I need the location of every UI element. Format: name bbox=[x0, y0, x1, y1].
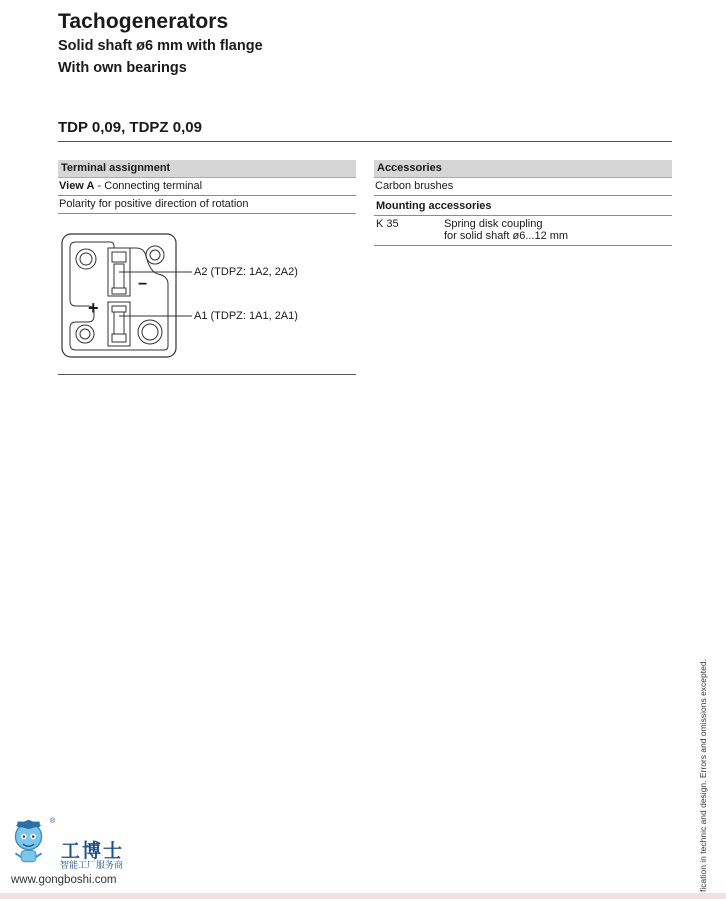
polarity-row: Polarity for positive direction of rotation bbox=[58, 196, 356, 214]
plus-sign: + bbox=[88, 298, 99, 318]
terminal-drawing bbox=[58, 226, 356, 376]
accessory-code: K 35 bbox=[376, 218, 399, 230]
carbon-brushes-row: Carbon brushes bbox=[374, 178, 672, 196]
view-a-text: - Connecting terminal bbox=[94, 180, 203, 192]
page-subtitle-shaft: Solid shaft ø6 mm with flange bbox=[58, 38, 263, 54]
logo-name: 工博士 bbox=[61, 840, 125, 862]
view-a-label: View A bbox=[59, 180, 95, 192]
minus-sign: − bbox=[138, 276, 148, 293]
mounting-accessories-header: Mounting accessories bbox=[374, 198, 672, 216]
view-a-row bbox=[58, 178, 356, 196]
page-title: Tachogenerators bbox=[58, 10, 229, 33]
accessories-header: Accessories bbox=[374, 160, 672, 178]
terminal-a1-label: A1 (TDPZ: 1A1, 2A1) bbox=[194, 310, 298, 322]
logo-tagline: 智能工厂服务商 bbox=[60, 860, 124, 870]
accessory-description bbox=[444, 218, 568, 242]
terminal-assignment-header: Terminal assignment bbox=[58, 160, 356, 178]
model-title: TDP 0,09, TDPZ 0,09 bbox=[58, 119, 202, 136]
terminal-assignment-section bbox=[58, 160, 356, 214]
logo-url: www.gongboshi.com bbox=[11, 874, 117, 886]
accessories-section bbox=[374, 160, 672, 246]
terminal-diagram bbox=[58, 226, 356, 376]
bottom-bar bbox=[0, 893, 726, 899]
logo-registered-mark: ® bbox=[50, 818, 56, 825]
accessory-desc-line2: for solid shaft ø6...12 mm bbox=[444, 230, 569, 242]
side-note: fication in technic and design. Errors and omissions excepted. bbox=[698, 659, 708, 892]
accessory-desc-line1: Spring disk coupling bbox=[444, 218, 543, 230]
model-divider bbox=[58, 141, 672, 142]
terminal-a2-label: A2 (TDPZ: 1A2, 2A2) bbox=[194, 266, 298, 278]
accessory-row bbox=[374, 216, 672, 246]
mount-hole-bottom-left bbox=[76, 325, 94, 343]
terminal-a1 bbox=[108, 302, 130, 346]
page-subtitle-bearings: With own bearings bbox=[58, 60, 187, 76]
terminal-section-divider bbox=[58, 374, 356, 375]
mount-hole-top-right bbox=[146, 246, 164, 264]
mount-hole-top-left bbox=[76, 249, 96, 269]
gongboshi-logo bbox=[8, 816, 64, 872]
